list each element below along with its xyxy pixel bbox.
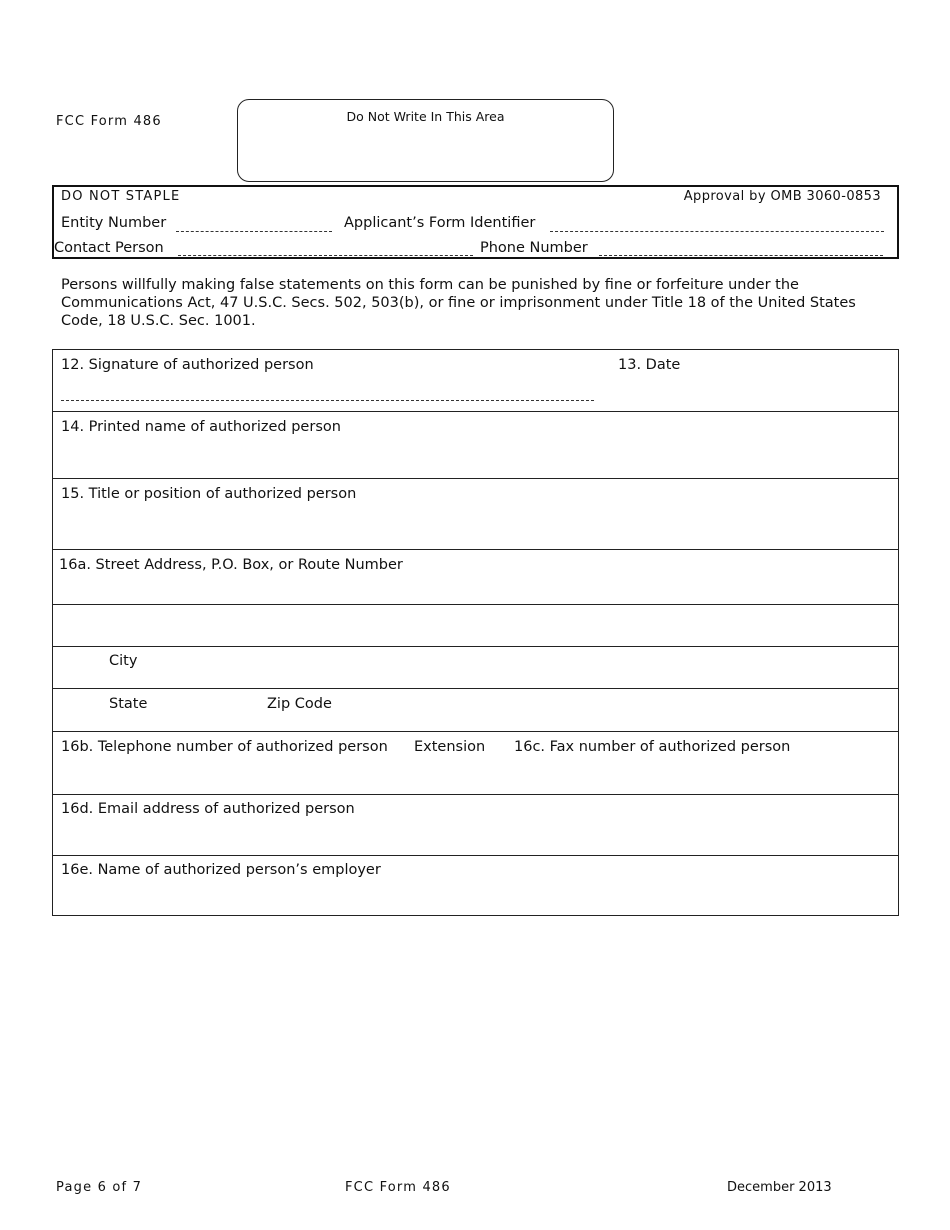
zip-code-label: Zip Code [267,696,332,712]
title-label: 15. Title or position of authorized person [61,486,357,502]
do-not-staple-label: DO NOT STAPLE [61,189,181,204]
false-statement-warning: Persons willfully making false statements on this form can be punished by fine or forfeiture under the Communications Act, 47 U.S.C. Secs. 502, 503(b), or fine or imprisonment under Title 18 of the United States Code, 18 U.S.C. Sec. 1001. [61,277,856,329]
do-not-write-area [237,99,614,182]
row-printed-name[interactable] [53,412,898,479]
footer-date: December 2013 [727,1180,832,1195]
date-label: 13. Date [618,357,681,373]
extension-label: Extension [414,739,486,755]
email-label: 16d. Email address of authorized person [61,801,355,817]
form-number-label: FCC Form 486 [56,114,162,129]
page-number: Page 6 of 7 [56,1180,143,1195]
row-state-zip[interactable] [53,689,898,732]
contact-person-field[interactable] [178,254,473,256]
row-employer[interactable] [53,856,898,916]
signature-label: 12. Signature of authorized person [61,357,314,373]
row-signature [53,350,898,412]
omb-approval-label: Approval by OMB 3060-0853 [683,189,881,204]
authorized-person-table [52,349,899,916]
do-not-write-label: Do Not Write In This Area [346,109,505,124]
entity-number-field[interactable] [176,230,332,232]
street-address-label: 16a. Street Address, P.O. Box, or Route Number [59,557,403,573]
city-label: City [109,653,138,669]
contact-person-label: Contact Person [54,240,164,256]
applicant-header-box [52,185,899,259]
row-city[interactable] [53,647,898,689]
row-street-address[interactable] [53,550,898,605]
phone-number-label: Phone Number [480,240,588,256]
applicant-form-identifier-field[interactable] [550,230,884,232]
printed-name-label: 14. Printed name of authorized person [61,419,341,435]
footer-form-label: FCC Form 486 [345,1180,451,1195]
row-title[interactable] [53,479,898,550]
telephone-label: 16b. Telephone number of authorized person [61,739,388,755]
row-telephone-fax[interactable] [53,732,898,795]
row-email[interactable] [53,795,898,856]
state-label: State [109,696,148,712]
entity-number-label: Entity Number [61,215,167,231]
fax-label: 16c. Fax number of authorized person [514,739,791,755]
row-street-address-continued[interactable] [53,605,898,647]
employer-label: 16e. Name of authorized person’s employer [61,862,381,878]
signature-field[interactable] [61,399,594,401]
applicant-form-identifier-label: Applicant’s Form Identifier [344,215,536,231]
phone-number-field[interactable] [599,254,883,256]
